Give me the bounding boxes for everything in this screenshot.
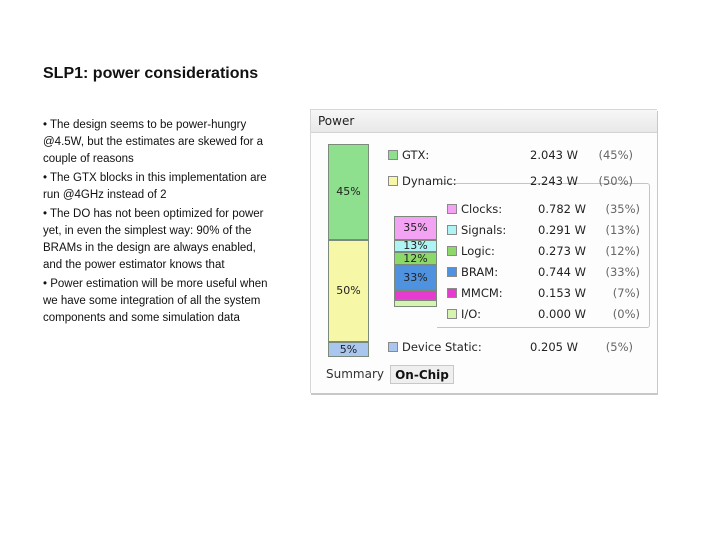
bar-label-dynamic: 50%	[336, 284, 361, 297]
legend-swatch-dynamic	[388, 176, 398, 186]
legend-percent-gtx: (45%)	[598, 148, 633, 162]
legend-value-device-static: 0.205 W	[530, 340, 578, 354]
legend-label-mmcm: MMCM:	[461, 286, 503, 300]
legend-percent-dynamic: (50%)	[598, 174, 633, 188]
subbar-label-signals: 13%	[403, 239, 428, 252]
tab-on-chip[interactable]: On-Chip	[390, 365, 454, 384]
legend-percent-mmcm: (7%)	[612, 286, 640, 300]
legend-value-dynamic: 2.243 W	[530, 174, 578, 188]
legend-value-bram: 0.744 W	[538, 265, 586, 279]
legend-percent-bram: (33%)	[605, 265, 640, 279]
subbar-segment-mmcm	[394, 290, 437, 300]
slide-title: SLP1: power considerations	[43, 65, 259, 82]
tab-summary[interactable]: Summary	[326, 367, 384, 381]
subbar-segment-io	[394, 300, 437, 307]
legend-value-signals: 0.291 W	[538, 223, 586, 237]
power-panel-title: Power	[318, 114, 355, 128]
legend-percent-signals: (13%)	[605, 223, 640, 237]
bullet-item: • The GTX blocks in this implementation are run @4GHz instead of 2	[43, 172, 267, 201]
legend-value-io: 0.000 W	[538, 307, 586, 321]
legend-swatch-signals	[447, 225, 457, 235]
bar-label-device-static: 5%	[339, 343, 358, 356]
legend-value-clocks: 0.782 W	[538, 202, 586, 216]
legend-swatch-clocks	[447, 204, 457, 214]
legend-value-mmcm: 0.153 W	[538, 286, 586, 300]
legend-label-clocks: Clocks:	[461, 202, 503, 216]
legend-label-io: I/O:	[461, 307, 481, 321]
legend-label-device-static: Device Static:	[402, 340, 482, 354]
legend-swatch-logic	[447, 246, 457, 256]
legend-swatch-io	[447, 309, 457, 319]
bullet-item: • The DO has not been optimized for power yet, in even the simplest way: 90% of the BRAMs in the design are always enabled, and the power estimator knows that	[43, 208, 264, 271]
legend-percent-device-static: (5%)	[605, 340, 633, 354]
legend-label-dynamic: Dynamic:	[402, 174, 457, 188]
subbar-label-clocks: 35%	[403, 221, 428, 234]
bullet-item: • The design seems to be power-hungry @4.5W, but the estimates are skewed for a couple of reasons	[43, 119, 264, 165]
bar-label-gtx: 45%	[336, 185, 361, 198]
legend-swatch-mmcm	[447, 288, 457, 298]
legend-percent-logic: (12%)	[605, 244, 640, 258]
legend-swatch-bram	[447, 267, 457, 277]
legend-percent-clocks: (35%)	[605, 202, 640, 216]
bullet-list	[43, 117, 271, 329]
legend-label-bram: BRAM:	[461, 265, 499, 279]
subbar-label-logic: 12%	[403, 252, 428, 265]
legend-percent-io: (0%)	[612, 307, 640, 321]
legend-swatch-device-static	[388, 342, 398, 352]
bullet-item: • Power estimation will be more useful when we have some integration of all the system components and some simulation data	[43, 278, 268, 324]
legend-swatch-gtx	[388, 150, 398, 160]
subbar-label-bram: 33%	[403, 271, 428, 284]
legend-label-logic: Logic:	[461, 244, 495, 258]
legend-label-gtx: GTX:	[402, 148, 430, 162]
legend-value-logic: 0.273 W	[538, 244, 586, 258]
power-panel-header	[311, 110, 657, 133]
legend-value-gtx: 2.043 W	[530, 148, 578, 162]
legend-label-signals: Signals:	[461, 223, 507, 237]
